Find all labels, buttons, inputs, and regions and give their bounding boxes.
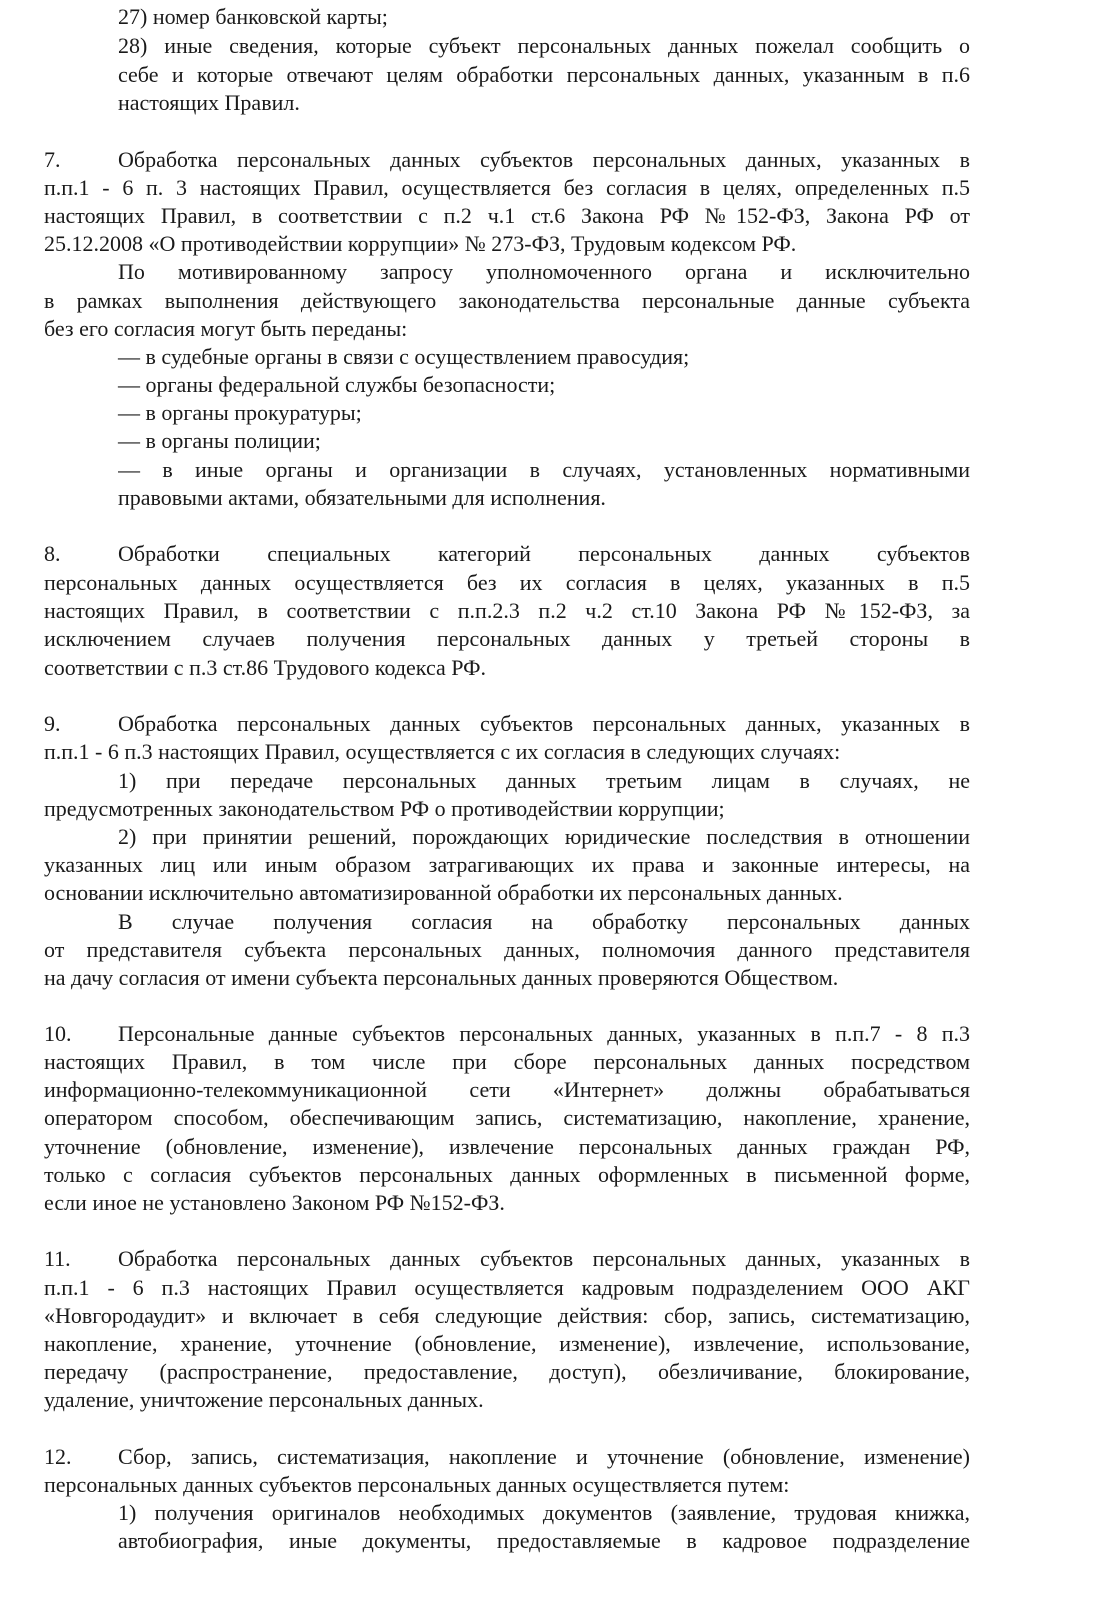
section-number: 12. (44, 1444, 72, 1469)
section-8-line: персональных данных осуществляется без их согласия в целях, указанных в п.5 (44, 570, 970, 595)
section-10-line: уточнение (обновление, изменение), извлечение персональных данных граждан РФ, (44, 1134, 970, 1159)
section-number: 8. (44, 541, 61, 566)
section-11-line: п.п.1 - 6 п.3 настоящих Правил осуществляется кадровым подразделением ООО АКГ (44, 1275, 970, 1300)
section-11-line: «Новгородаудит» и включает в себя следующие действия: сбор, запись, систематизацию, (44, 1303, 970, 1328)
section-8-line: соответствии с п.3 ст.86 Трудового кодекса РФ. (44, 655, 486, 680)
section-9-line: указанных лиц или иным образом затрагивающих их права и законные интересы, на (44, 852, 970, 877)
section-8-line: настоящих Правил, в соответствии с п.п.2.3 п.2 ч.2 ст.10 Закона РФ №152-ФЗ, за (44, 598, 970, 623)
section-9-line: 1) при передаче персональных данных третьим лицам в случаях, не (118, 768, 970, 793)
section-10-line: информационно-телекоммуникационной сети «Интернет» должны обрабатываться (44, 1077, 970, 1102)
section-number: 11. (44, 1246, 71, 1271)
section-9-line: предусмотренных законодательством РФ о противодействии коррупции; (44, 796, 725, 821)
section-7-line: без его согласия могут быть переданы: (44, 316, 408, 341)
section-9-line: В случае получения согласия на обработку персональных данных (118, 909, 970, 934)
section-7-line: По мотивированному запросу уполномоченного органа и исключительно (118, 259, 970, 284)
section-7-bullet: — в органы полиции; (118, 428, 321, 453)
section-9-line: Обработка персональных данных субъектов персональных данных, указанных в (118, 711, 970, 736)
section-7-bullet: — в иные органы и организации в случаях, установленных нормативными (118, 457, 970, 482)
section-11-line: удаление, уничтожение персональных данных. (44, 1387, 484, 1412)
section-9-line: от представителя субъекта персональных данных, полномочия данного представителя (44, 937, 970, 962)
section-7-line: 25.12.2008 «О противодействии коррупции» № 273-ФЗ, Трудовым кодексом РФ. (44, 231, 797, 256)
section-12-line: 1) получения оригиналов необходимых документов (заявление, трудовая книжка, (118, 1500, 970, 1525)
section-7-line: настоящих Правил, в соответствии с п.2 ч.1 ст.6 Закона РФ №152-ФЗ, Закона РФ от (44, 203, 970, 228)
section-8-line: Обработки специальных категорий персональных данных субъектов (118, 541, 970, 566)
section-number: 7. (44, 147, 61, 172)
section-7-bullet: — органы федеральной службы безопасности; (118, 372, 556, 397)
section-12-line: персональных данных субъектов персональных данных осуществляется путем: (44, 1472, 790, 1497)
section-9-line: на дачу согласия от имени субъекта персональных данных проверяются Обществом. (44, 965, 839, 990)
section-10-line: Персональные данные субъектов персональных данных, указанных в п.п.7 - 8 п.3 (118, 1021, 970, 1046)
section-7-line: Обработка персональных данных субъектов персональных данных, указанных в (118, 147, 970, 172)
section-10-line: только с согласия субъектов персональных данных оформленных в письменной форме, (44, 1162, 970, 1187)
section-7-line: в рамках выполнения действующего законодательства персональные данные субъекта (44, 288, 970, 313)
section-8-line: исключением случаев получения персональных данных у третьей стороны в (44, 626, 970, 651)
section-7-bullet: — в судебные органы в связи с осуществлением правосудия; (118, 344, 690, 369)
section-11-line: накопление, хранение, уточнение (обновление, изменение), извлечение, использование, (44, 1331, 970, 1356)
list-item-28-line: настоящих Правил. (118, 90, 300, 115)
section-10-line: настоящих Правил, в том числе при сборе персональных данных посредством (44, 1049, 970, 1074)
section-9-line: 2) при принятии решений, порождающих юридические последствия в отношении (118, 824, 970, 849)
section-12-line: Сбор, запись, систематизация, накопление и уточнение (обновление, изменение) (118, 1444, 970, 1469)
section-7-bullet: — в органы прокуратуры; (118, 400, 362, 425)
section-12-line: автобиография, иные документы, предоставляемые в кадровое подразделение (118, 1528, 970, 1553)
section-9-line: п.п.1 - 6 п.3 настоящих Правил, осуществляется с их согласия в следующих случаях: (44, 739, 841, 764)
section-9-line: основании исключительно автоматизированной обработки их персональных данных. (44, 880, 843, 905)
section-number: 10. (44, 1021, 72, 1046)
section-10-line: оператором способом, обеспечивающим запись, систематизацию, накопление, хранение, (44, 1105, 970, 1130)
list-item-28-line: себе и которые отвечают целям обработки персональных данных, указанным в п.6 (118, 62, 970, 87)
section-7-line: п.п.1 - 6 п. 3 настоящих Правил, осуществляется без согласия в целях, определенных п.5 (44, 175, 970, 200)
section-10-line: если иное не установлено Законом РФ №152-ФЗ. (44, 1190, 505, 1215)
section-11-line: передачу (распространение, предоставление, доступ), обезличивание, блокирование, (44, 1359, 970, 1384)
section-number: 9. (44, 711, 61, 736)
section-11-line: Обработка персональных данных субъектов персональных данных, указанных в (118, 1246, 970, 1271)
section-7-bullet: правовыми актами, обязательными для исполнения. (118, 485, 606, 510)
list-item-28-line: 28) иные сведения, которые субъект персональных данных пожелал сообщить о (118, 33, 970, 58)
list-item-27: 27) номер банковской карты; (118, 4, 388, 29)
